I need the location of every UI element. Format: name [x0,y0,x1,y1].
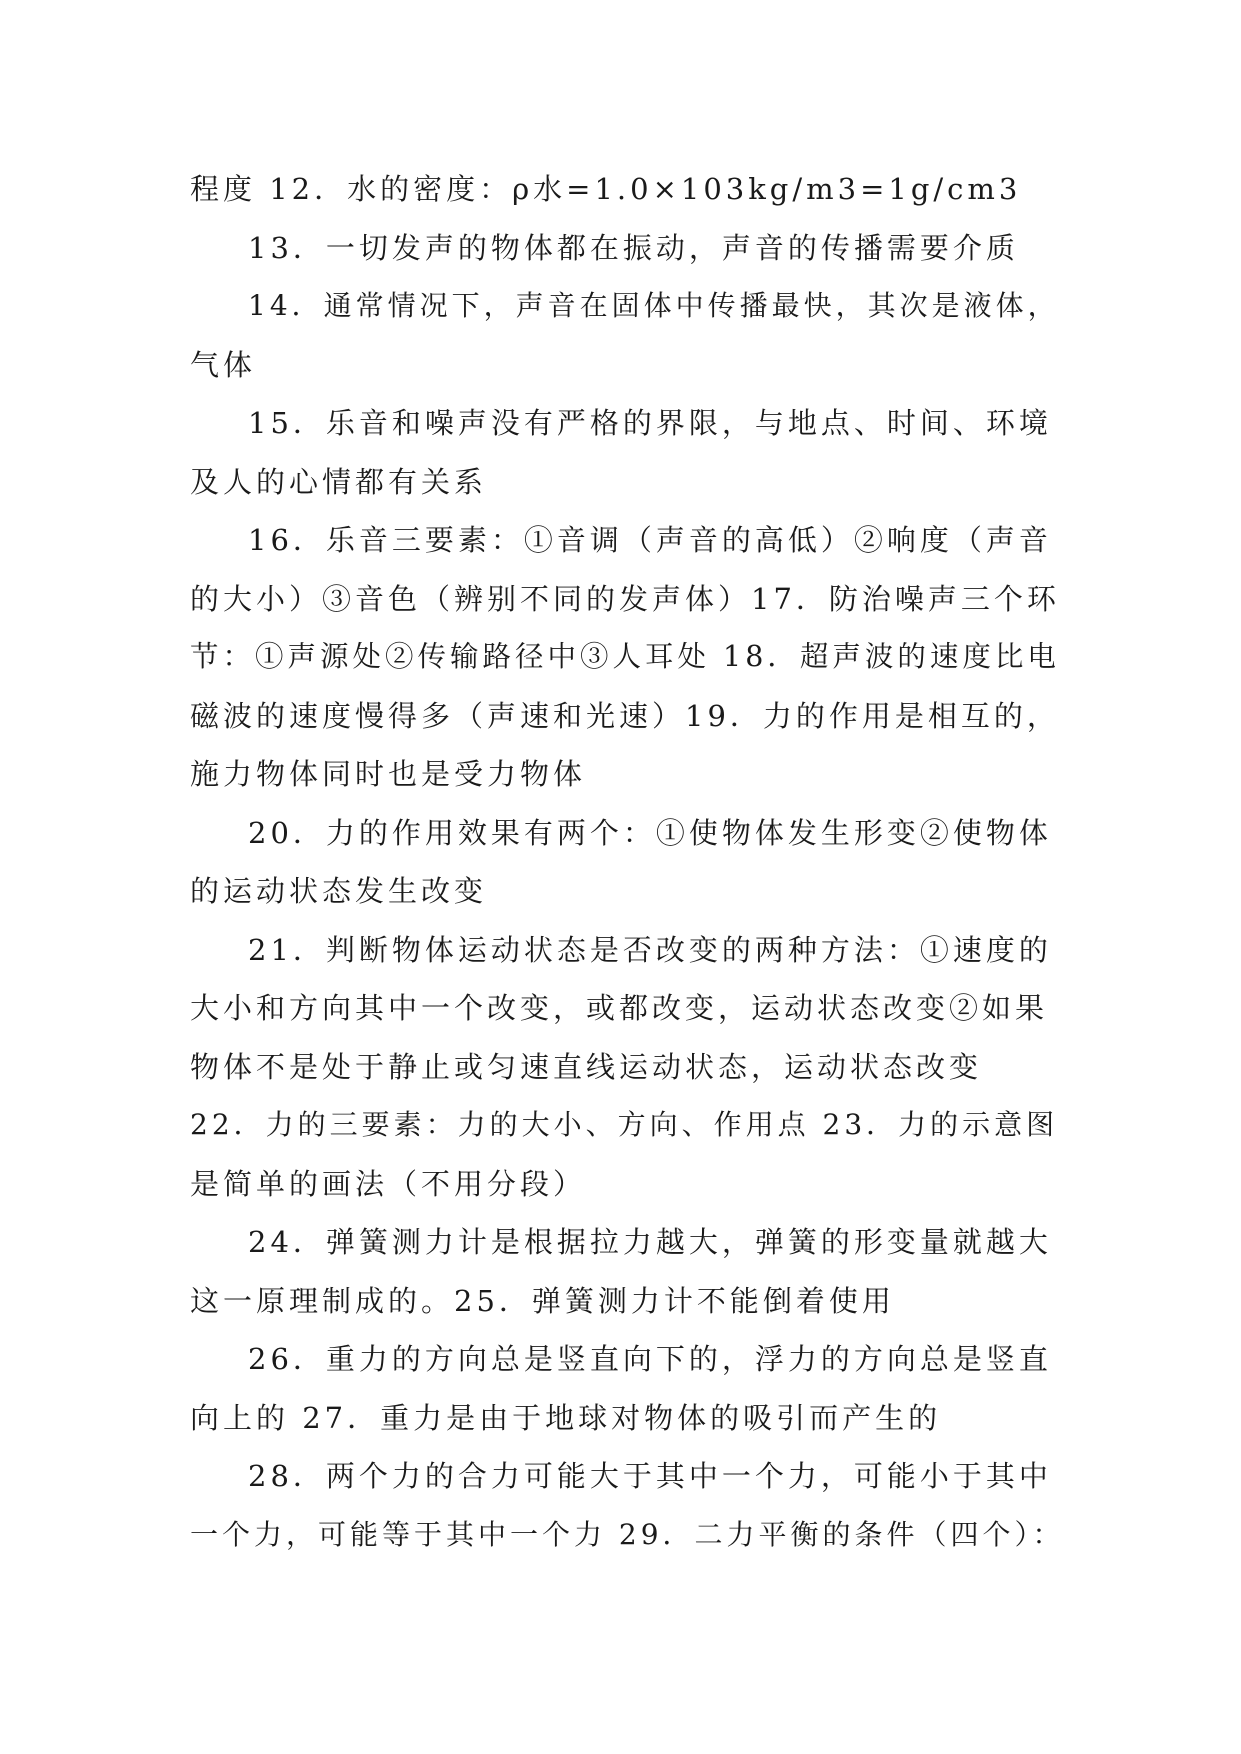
text-line: 20．力的作用效果有两个：①使物体发生形变②使物体 [248,815,1052,850]
text-line: 物体不是处于静止或匀速直线运动状态，运动状态改变 [190,1049,983,1084]
text-line: 22．力的三要素：力的大小、方向、作用点 23．力的示意图 [190,1108,1059,1141]
text-line: 向上的 27．重力是由于地球对物体的吸引而产生的 [190,1400,942,1435]
text-line: 14．通常情况下，声音在固体中传播最快，其次是液体， [248,289,1060,322]
text-line: 一个力，可能等于其中一个力 29．二力平衡的条件（四个）： [190,1517,1065,1551]
text-line: 24．弹簧测力计是根据拉力越大，弹簧的形变量就越大 [248,1225,1052,1259]
text-line: 是简单的画法（不用分段） [190,1166,587,1201]
text-line: 这一原理制成的。25．弹簧测力计不能倒着使用 [190,1283,895,1318]
text-line: 16．乐音三要素：①音调（声音的高低）②响度（声音 [248,523,1052,557]
text-line: 施力物体同时也是受力物体 [190,757,587,791]
text-line: 13．一切发声的物体都在振动，声音的传播需要介质 [248,230,1019,265]
text-line: 28．两个力的合力可能大于其中一个力，可能小于其中 [248,1459,1052,1493]
text-line: 气体 [190,347,257,382]
text-line: 21．判断物体运动状态是否改变的两种方法：①速度的 [248,932,1052,967]
text-line: 15．乐音和噪声没有严格的界限，与地点、时间、环境 [248,406,1052,440]
text-line: 程度 12．水的密度：ρ水=1.0×103kg/m3=1g/cm3 [190,172,1022,206]
text-line: 的运动状态发生改变 [190,874,488,908]
text-line: 磁波的速度慢得多（声速和光速）19．力的作用是相互的， [190,698,1060,733]
document-body [190,160,1070,1564]
text-line: 节：①声源处②传输路径中③人耳处 18．超声波的速度比电 [190,640,1060,673]
text-line: 及人的心情都有关系 [190,464,488,499]
text-line: 的大小）③音色（辨别不同的发声体）17．防治噪声三个环 [190,581,1060,616]
text-line: 大小和方向其中一个改变，或都改变，运动状态改变②如果 [190,991,1049,1025]
text-line: 26．重力的方向总是竖直向下的，浮力的方向总是竖直 [248,1342,1052,1376]
